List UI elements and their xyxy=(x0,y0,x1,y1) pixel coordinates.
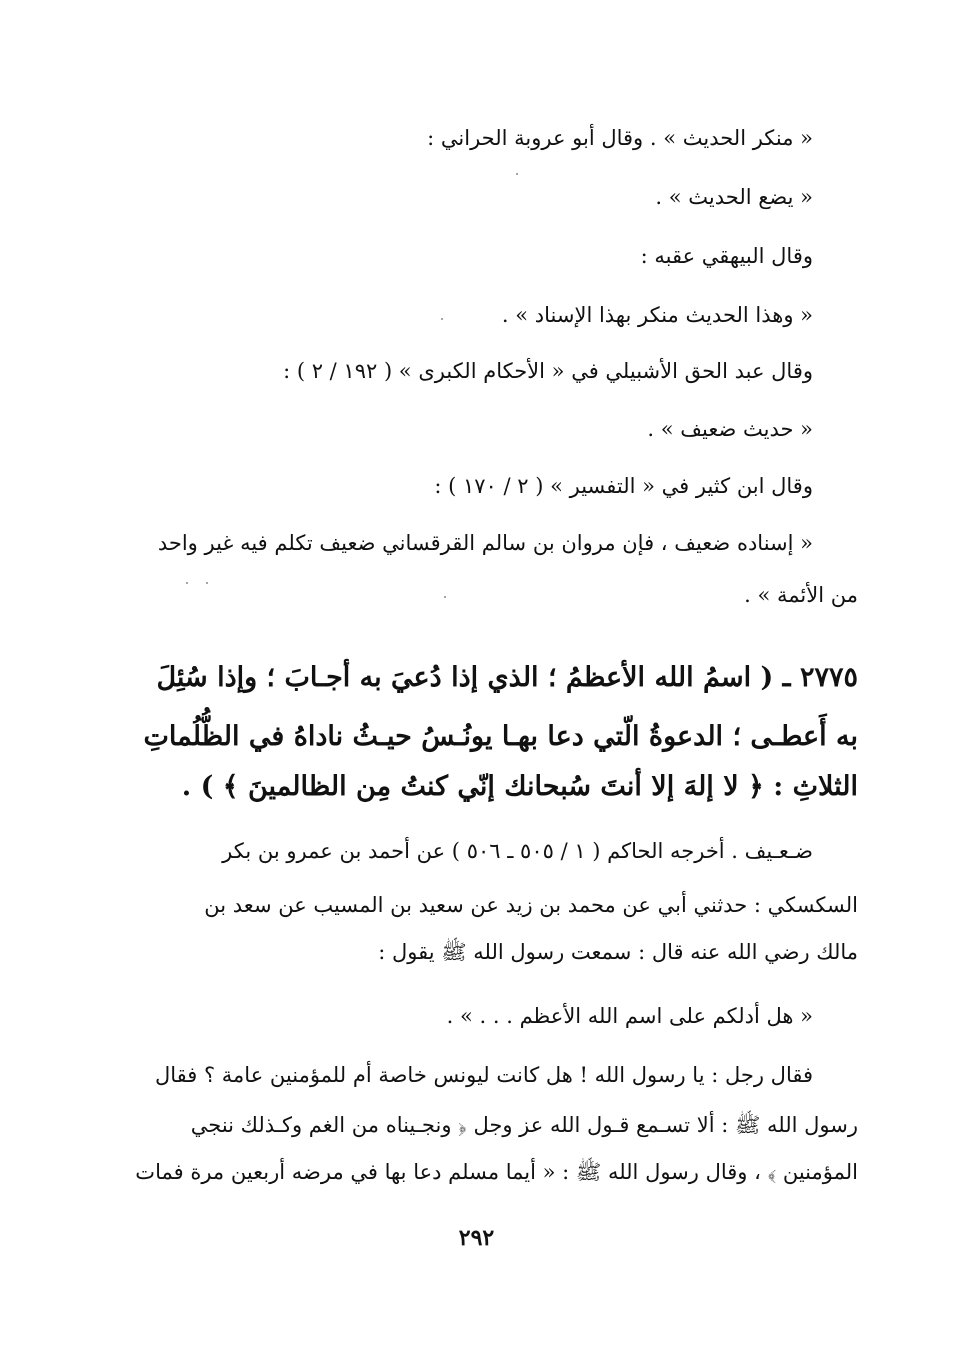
commentary-line-3: مالك رضي الله عنه قال : سمعت رسول الله ﷺ يقول : xyxy=(378,940,858,964)
text-line-9: من الأئمة » . xyxy=(744,583,858,607)
text-line-7: وقال ابن كثير في « التفسير » ( ٢ / ١٧٠ ) : xyxy=(434,474,813,498)
commentary-line-1: ضـعـيف . أخرجه الحاكم ( ١ / ٥٠٥ ـ ٥٠٦ ) عن أحمد بن عمرو بن بكر xyxy=(222,839,813,863)
hadith-line-2: به أَعطـى ؛ الدعوةُ الّتي دعا بهـا يونُـسُ حيـثُ ناداهُ في الظُّلُماتِ xyxy=(143,721,858,752)
scan-speck xyxy=(441,318,443,320)
text-line-6: « حديث ضعيف » . xyxy=(647,417,813,441)
scan-speck xyxy=(186,582,188,584)
text-line-3: وقال البيهقي عقبه : xyxy=(640,244,813,268)
page-number: ٢٩٢ xyxy=(458,1225,495,1251)
text-line-4: « وهذا الحديث منكر بهذا الإسناد » . xyxy=(501,303,813,327)
commentary-line-4: « هل أدلكم على اسم الله الأعظم . . . » . xyxy=(446,1004,813,1028)
scan-speck xyxy=(444,596,446,598)
commentary-line-5: فقال رجل : يا رسول الله ! هل كانت ليونس خاصة أم للمؤمنين عامة ؟ فقال xyxy=(154,1063,813,1087)
text-line-5: وقال عبد الحق الأشبيلي في « الأحكام الكبرى » ( ١٩٢ / ٢ ) : xyxy=(283,359,813,383)
commentary-line-2: السكسكي : حدثني أبي عن محمد بن زيد عن سعيد بن المسيب عن سعد بن xyxy=(204,893,858,917)
hadith-line-3: الثلاثِ : ﴿ لا إلهَ إلا أنتَ سُبحانك إنّي كنتُ مِن الظالمينَ ﴾ ) . xyxy=(181,771,858,802)
commentary-line-6: رسول الله ﷺ : ألا تسـمع قـول الله عز وجل ﴿ ونجـيناه من الغم وكـذلك ننجي xyxy=(190,1113,858,1137)
text-line-1: « منكر الحديث » . وقال أبو عروبة الحراني : xyxy=(427,126,813,150)
scan-speck xyxy=(206,582,208,584)
scan-speck xyxy=(516,173,518,175)
commentary-line-7: المؤمنين ﴾ ، وقال رسول الله ﷺ : « أيما مسلم دعا بها في مرضه أربعين مرة فمات xyxy=(135,1160,858,1184)
hadith-line-1: ٢٧٧٥ ـ ( اسمُ الله الأعظمُ ؛ الذي إذا دُعيَ به أجـابَ ؛ وإذا سُئِلَ xyxy=(156,662,858,693)
text-line-8: « إسناده ضعيف ، فإن مروان بن سالم القرقساني ضعيف تكلم فيه غير واحد xyxy=(157,531,813,555)
text-line-2: « يضع الحديث » . xyxy=(655,185,813,209)
